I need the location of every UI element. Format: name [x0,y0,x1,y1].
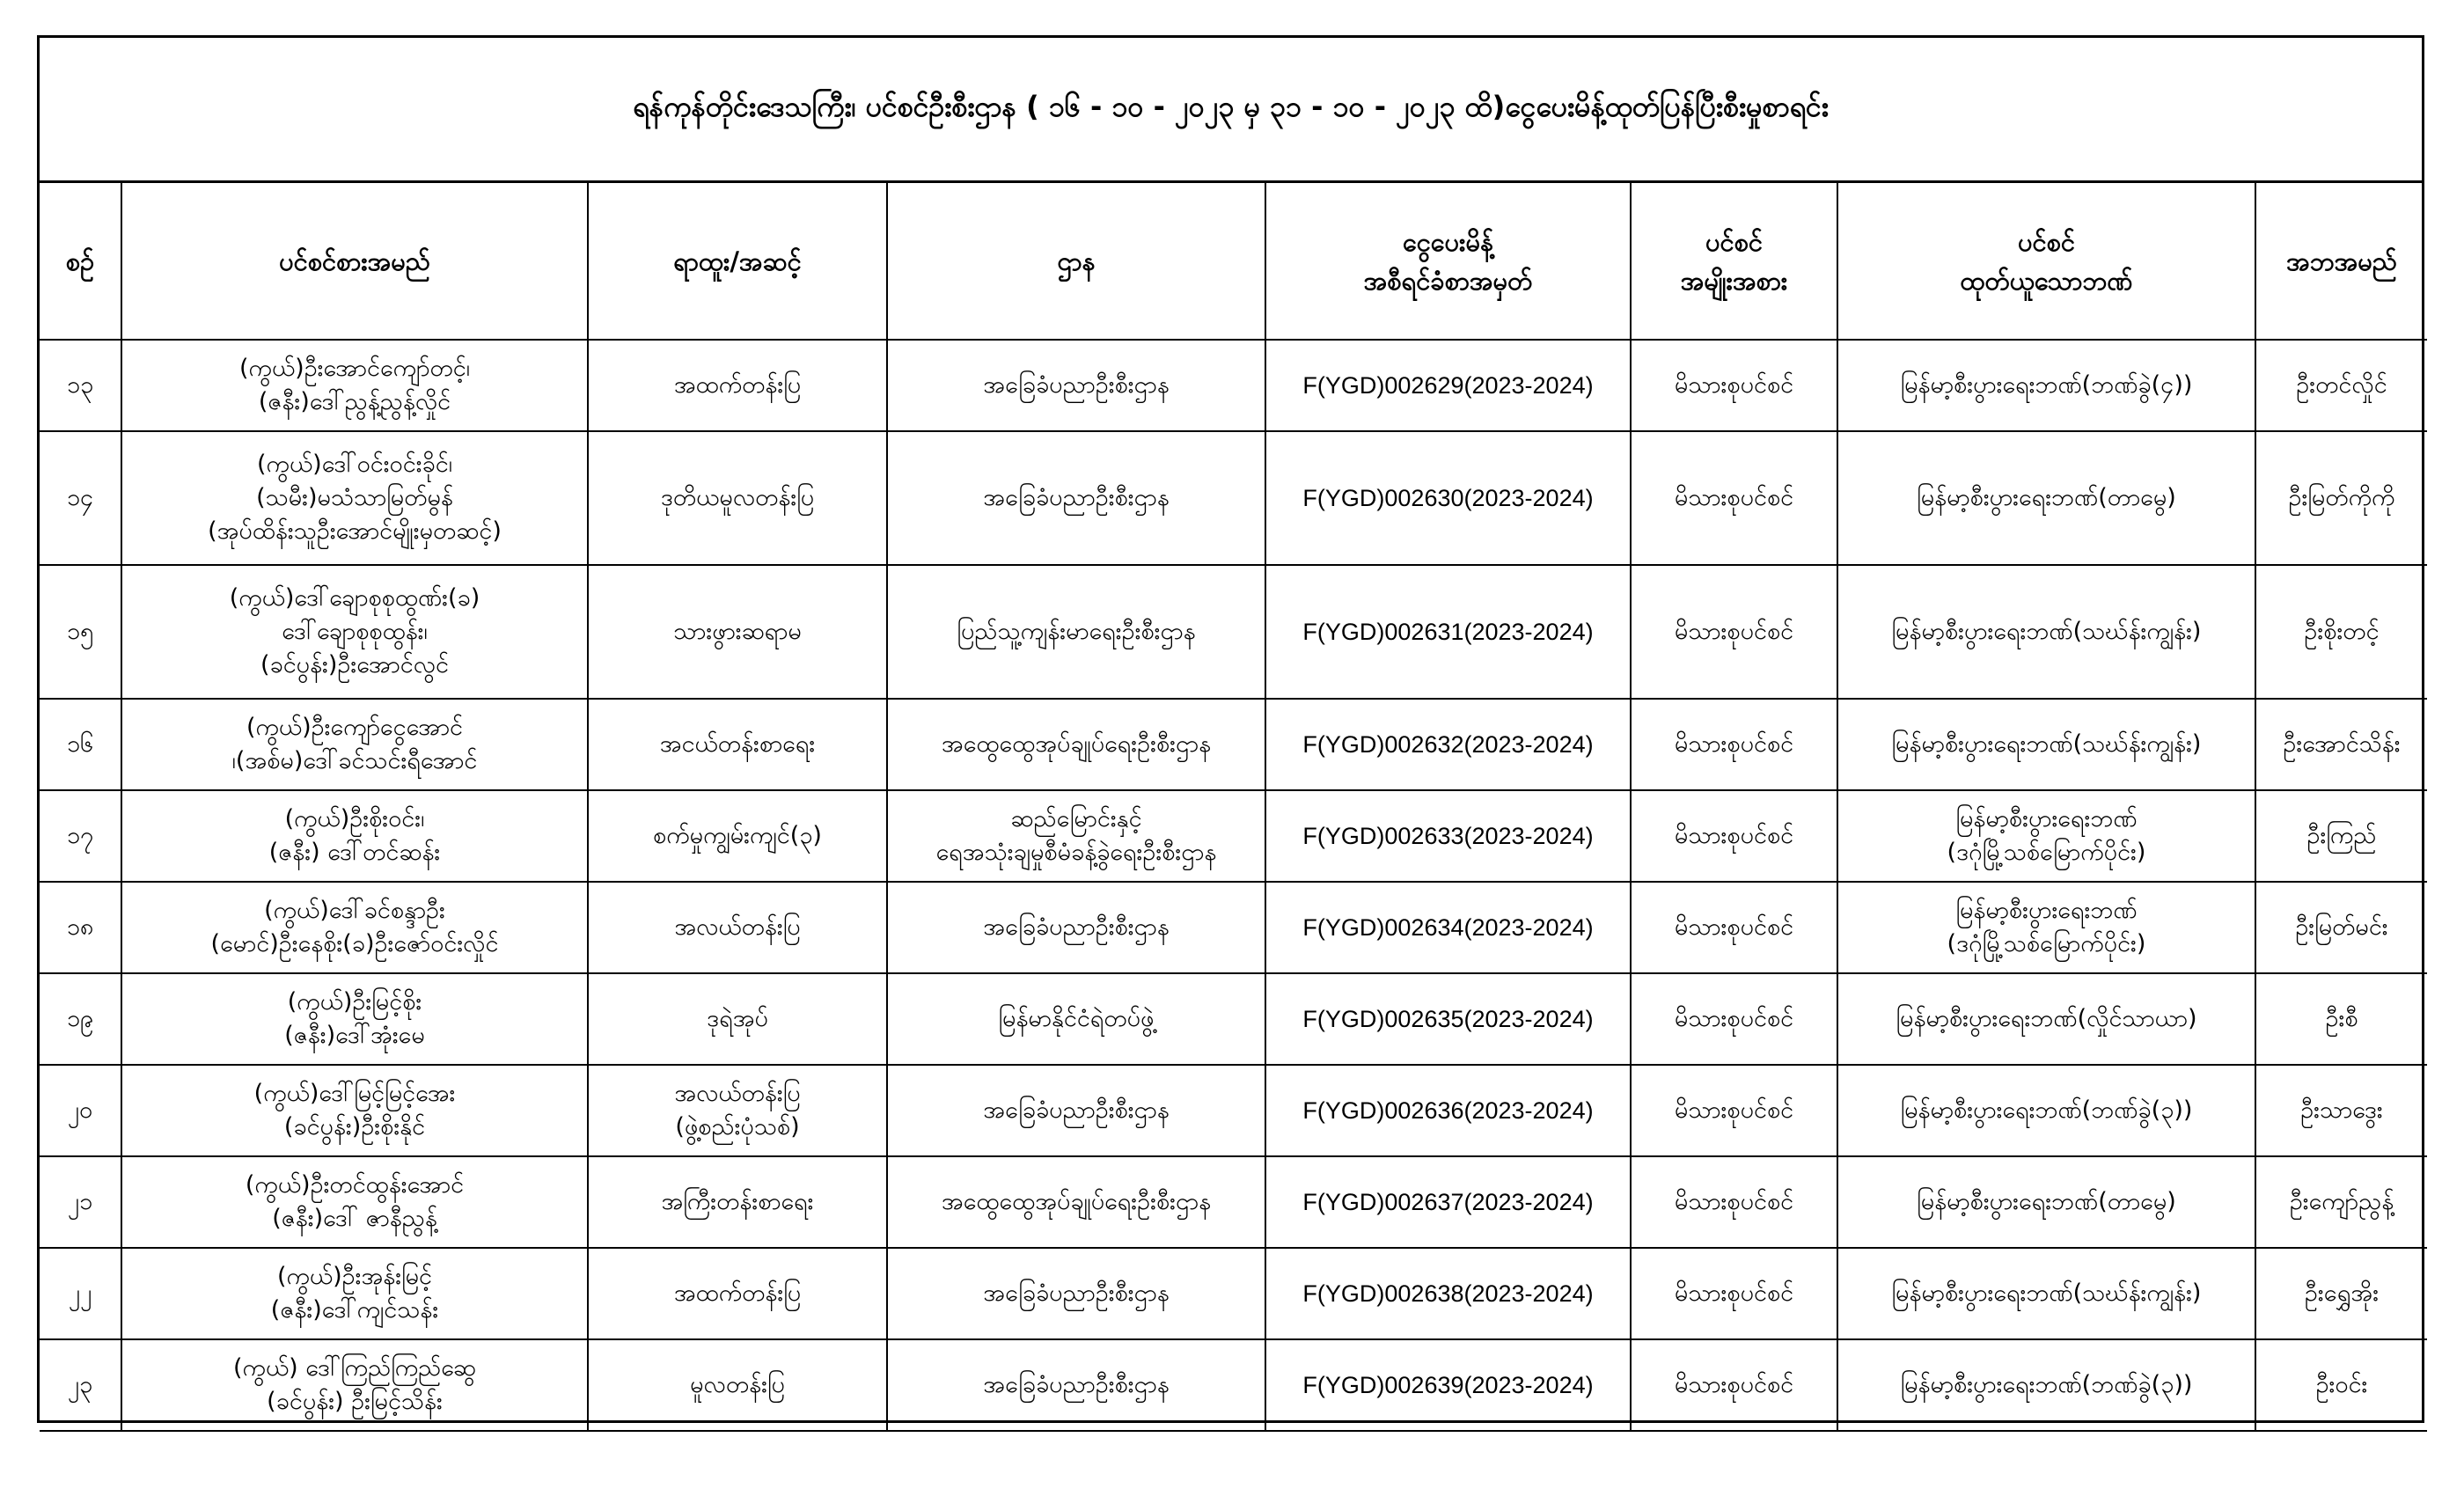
table-row [40,790,2427,882]
cell-line: အခြေခံပညာဦးစီးဌာန [983,1371,1170,1398]
cell-line: အလယ်တန်းပြ [674,913,801,941]
cell-line: အကြီးတန်းစာရေး [661,1188,814,1215]
cell-father: ဦးစိုးတင့် [2255,565,2427,699]
cell-father: ဦးဝင်း [2255,1339,2427,1431]
header-line: ထုတ်ယူသောဘဏ် [1960,265,2133,296]
cell-serial: ၁၈ [40,882,121,973]
header-department [887,183,1265,340]
cell-line: မြန်မာ့စီးပွားရေးဘဏ်(ဘဏ်ခွဲ(၃)) [1900,1096,2193,1124]
header-pension-type [1631,183,1837,340]
cell-line: ဒေါ်ချောစုစုထွန်း၊ [282,618,428,645]
cell-line: (အုပ်ထိန်းသူဦးအောင်မျိုးမှတဆင့်) [208,517,502,545]
cell-pension-type: မိသားစုပင်စင် [1631,565,1837,699]
cell-pensioner [121,431,588,565]
cell-pensioner [121,1339,588,1431]
cell-line: အခြေခံပညာဦးစီးဌာန [983,913,1170,941]
cell-pension-type: မိသားစုပင်စင် [1631,790,1837,882]
cell-line: (ကွယ်)ဦးစိုးဝင်း၊ [284,805,425,832]
cell-pensioner [121,1065,588,1156]
cell-line: (ကွယ်)ဦးကျော်ငွေအောင် [246,714,464,741]
header-line: ပင်စင် [1705,226,1764,257]
cell-pensioner [121,790,588,882]
cell-line: (ကွယ်)ဒေါ်ချောစုစုထွဏ်း(ခ) [229,584,480,612]
table-row [40,1156,2427,1248]
table-row [40,431,2427,565]
cell-line: မြန်မာ့စီးပွားရေးဘဏ်(သဃ်န်းကျွန်း) [1891,1280,2202,1307]
cell-order-no: F(YGD)002632(2023-2024) [1265,699,1631,790]
cell-father: ဦးအောင်သိန်း [2255,699,2427,790]
cell-line: (ကွယ်)ဒေါ်ခင်စန္ဒာဦး [264,897,445,924]
cell-line: အခြေခံပညာဦးစီးဌာန [983,1096,1170,1124]
cell-order-no: F(YGD)002634(2023-2024) [1265,882,1631,973]
cell-rank [588,882,887,973]
header-line: ရာထူး/အဆင့် [673,246,802,276]
cell-line: အခြေခံပညာဦးစီးဌာန [983,1280,1170,1307]
cell-bank [1837,882,2255,973]
pension-table [40,183,2427,1432]
cell-order-no: F(YGD)002629(2023-2024) [1265,340,1631,431]
cell-line: (ကွယ်)ဦးမြင့်စိုး [287,988,422,1016]
cell-bank [1837,1065,2255,1156]
cell-bank [1837,1339,2255,1431]
cell-line: အထွေထွေအုပ်ချုပ်ရေးဦးစီးဌာန [941,730,1212,758]
cell-department [887,1339,1265,1431]
cell-line: မြန်မာ့စီးပွားရေးဘဏ်(ဘဏ်ခွဲ(၃)) [1900,1371,2193,1398]
table-row [40,699,2427,790]
cell-bank [1837,699,2255,790]
cell-bank [1837,340,2255,431]
cell-line: (ကွယ်)ဒေါ်မြင့်မြင့်အေး [253,1080,456,1107]
cell-department [887,1156,1265,1248]
cell-line: (ဒဂုံမြို့သစ်မြောက်ပိုင်း) [1947,930,2146,957]
cell-department [887,565,1265,699]
cell-department [887,1065,1265,1156]
cell-rank [588,1156,887,1248]
cell-bank [1837,973,2255,1065]
cell-line: (မောင်)ဦးနေစိုး(ခ)ဦးဇော်ဝင်းလှိုင် [210,930,499,957]
table-row [40,565,2427,699]
cell-line: (ဇနီး)ဒေါ်ကျင်သန်း [270,1296,439,1324]
header-line: အမျိုးအစား [1680,265,1788,296]
cell-order-no: F(YGD)002630(2023-2024) [1265,431,1631,565]
cell-father: ဦးမြတ်ကိုကို [2255,431,2427,565]
cell-line: (ကွယ်)ဒေါ်ဝင်းဝင်းခိုင်၊ [257,451,452,478]
cell-pensioner [121,340,588,431]
cell-line: စက်မှုကျွမ်းကျင်(၃) [653,822,822,849]
cell-rank [588,1339,887,1431]
cell-bank [1837,431,2255,565]
cell-pension-type: မိသားစုပင်စင် [1631,882,1837,973]
cell-line: (ဇနီး) ဒေါ်တင်ဆန်း [268,839,441,866]
cell-serial: ၁၃ [40,340,121,431]
table-row [40,882,2427,973]
cell-line: မြန်မာ့စီးပွားရေးဘဏ်(ဘဏ်ခွဲ(၄)) [1900,371,2193,399]
cell-pensioner [121,1156,588,1248]
cell-line: သားဖွားဆရာမ [673,618,802,645]
header-line: အဘအမည် [2286,246,2397,276]
header-line: ဌာန [1057,246,1096,276]
cell-pension-type: မိသားစုပင်စင် [1631,340,1837,431]
cell-order-no: F(YGD)002637(2023-2024) [1265,1156,1631,1248]
table-row [40,1339,2427,1431]
cell-father: ဦးတင်လှိုင် [2255,340,2427,431]
cell-pensioner [121,882,588,973]
cell-department [887,431,1265,565]
cell-pension-type: မိသားစုပင်စင် [1631,1248,1837,1339]
cell-rank [588,1248,887,1339]
cell-line: မြန်မာ့စီးပွားရေးဘဏ် [1955,897,2138,924]
cell-rank [588,973,887,1065]
cell-line: (ဖွဲ့စည်းပုံသစ်) [675,1113,800,1140]
cell-serial: ၂၀ [40,1065,121,1156]
cell-rank [588,431,887,565]
cell-rank [588,790,887,882]
cell-line: အလယ်တန်းပြ [674,1080,801,1107]
header-rank [588,183,887,340]
pension-report-sheet [37,35,2424,1423]
cell-line: (သမီး)မသံသာမြတ်မွန် [256,484,453,511]
table-row [40,1065,2427,1156]
cell-department [887,699,1265,790]
cell-line: အငယ်တန်းစာရေး [659,730,816,758]
cell-line: ၊(အစ်မ)ဒေါ်ခင်သင်းရီအောင် [231,747,478,774]
header-line: အစီရင်ခံစာအမှတ် [1363,265,1533,296]
header-row [40,183,2427,340]
cell-line: အထက်တန်းပြ [673,371,802,399]
cell-serial: ၂၂ [40,1248,121,1339]
cell-pension-type: မိသားစုပင်စင် [1631,1156,1837,1248]
cell-pensioner [121,565,588,699]
cell-rank [588,565,887,699]
cell-serial: ၁၅ [40,565,121,699]
cell-serial: ၁၄ [40,431,121,565]
cell-line: (ဒဂုံမြို့သစ်မြောက်ပိုင်း) [1947,839,2146,866]
cell-order-no: F(YGD)002635(2023-2024) [1265,973,1631,1065]
cell-line: အထွေထွေအုပ်ချုပ်ရေးဦးစီးဌာန [941,1188,1212,1215]
cell-order-no: F(YGD)002636(2023-2024) [1265,1065,1631,1156]
cell-department [887,340,1265,431]
cell-pension-type: မိသားစုပင်စင် [1631,1065,1837,1156]
table-row [40,340,2427,431]
cell-line: မြန်မာ့စီးပွားရေးဘဏ် [1955,805,2138,832]
cell-serial: ၂၃ [40,1339,121,1431]
cell-department [887,973,1265,1065]
cell-line: (ဇနီး)ဒေါ် ဇာနီညွန့် [272,1205,437,1232]
cell-order-no: F(YGD)002639(2023-2024) [1265,1339,1631,1431]
cell-rank [588,340,887,431]
header-father [2255,183,2427,340]
header-bank [1837,183,2255,340]
cell-pension-type: မိသားစုပင်စင် [1631,973,1837,1065]
table-body [40,340,2427,1431]
cell-father: ဦးကျော်ညွန့် [2255,1156,2427,1248]
cell-pensioner [121,699,588,790]
cell-line: အခြေခံပညာဦးစီးဌာန [983,371,1170,399]
cell-bank [1837,1156,2255,1248]
cell-father: ဦးစီ [2255,973,2427,1065]
cell-pension-type: မိသားစုပင်စင် [1631,1339,1837,1431]
table-row [40,973,2427,1065]
cell-father: ဦးရွှေအိုး [2255,1248,2427,1339]
cell-line: (ကွယ်)ဦးတင်ထွန်းအောင် [245,1171,465,1199]
cell-pension-type: မိသားစုပင်စင် [1631,431,1837,565]
cell-line: (ခင်ပွန်း)ဦးအောင်လွင် [260,651,450,678]
cell-line: အထက်တန်းပြ [673,1280,802,1307]
cell-line: ဒုရဲအုပ် [707,1005,768,1032]
header-line: ပင်စင် [2017,226,2076,257]
header-line: ပင်စင်စားအမည် [279,246,430,276]
cell-line: မြန်မာနိုင်ငံရဲတပ်ဖွဲ့ [998,1005,1155,1032]
cell-line: (ဇနီး)ဒေါ်အုံးမေ [284,1022,425,1049]
cell-line: ဒုတိယမူလတန်းပြ [660,484,815,511]
cell-line: ဆည်မြောင်းနှင့် [1010,805,1142,832]
cell-line: (ကွယ်) ဒေါ်ကြည်ကြည်ဆွေ [233,1354,476,1382]
table-row [40,1248,2427,1339]
cell-bank [1837,790,2255,882]
cell-pension-type: မိသားစုပင်စင် [1631,699,1837,790]
cell-rank [588,1065,887,1156]
cell-line: မြန်မာ့စီးပွားရေးဘဏ်(သဃ်န်းကျွန်း) [1891,730,2202,758]
header-pensioner [121,183,588,340]
header-line: ငွေပေးမိန့် [1402,226,1494,257]
cell-order-no: F(YGD)002638(2023-2024) [1265,1248,1631,1339]
cell-serial: ၁၆ [40,699,121,790]
cell-line: ပြည်သူ့ကျန်းမာရေးဦးစီးဌာန [957,618,1196,645]
cell-line: မြန်မာ့စီးပွားရေးဘဏ်(သဃ်န်းကျွန်း) [1891,618,2202,645]
cell-line: (ကွယ်)ဦးအောင်ကျော်တင့်၊ [239,355,470,382]
cell-pensioner [121,973,588,1065]
cell-line: မြန်မာ့စီးပွားရေးဘဏ်(တာမွေ) [1917,1188,2176,1215]
header-order-no [1265,183,1631,340]
cell-father: ဦးကြည် [2255,790,2427,882]
cell-pensioner [121,1248,588,1339]
cell-line: (ကွယ်)ဦးအုန်းမြင့် [276,1263,433,1290]
header-serial [40,183,121,340]
header-line: စဉ် [65,246,95,276]
cell-order-no: F(YGD)002631(2023-2024) [1265,565,1631,699]
cell-rank [588,699,887,790]
cell-serial: ၁၇ [40,790,121,882]
cell-department [887,1248,1265,1339]
cell-line: (ဇနီး)ဒေါ်ညွန့်ညွန့်လှိုင် [258,388,451,415]
cell-department [887,790,1265,882]
cell-serial: ၂၁ [40,1156,121,1248]
cell-line: မြန်မာ့စီးပွားရေးဘဏ်(တာမွေ) [1917,484,2176,511]
cell-line: (ခင်ပွန်း) ဦးမြင့်သိန်း [267,1388,443,1415]
cell-order-no: F(YGD)002633(2023-2024) [1265,790,1631,882]
cell-father: ဦးမြတ်မင်း [2255,882,2427,973]
cell-father: ဦးသာဒွေး [2255,1065,2427,1156]
cell-line: (ခင်ပွန်း)ဦးစိုးနိုင် [283,1113,426,1140]
cell-bank [1837,565,2255,699]
cell-bank [1837,1248,2255,1339]
cell-serial: ၁၉ [40,973,121,1065]
cell-department [887,882,1265,973]
cell-line: မူလတန်းပြ [690,1371,785,1398]
report-title: ရန်ကုန်တိုင်းဒေသကြီး၊ ပင်စင်ဦးစီးဌာန ( ၁၆ - ၁၀ - ၂၀၂၃ မှ ၃၁ - ၁၀ - ၂၀၂၃ ထိ)ငွေပေးမိန့်ထုတ်ပြန်ပြီးစီးမှုစာရင်း [40,38,2422,183]
cell-line: မြန်မာ့စီးပွားရေးဘဏ်(လှိုင်သာယာ) [1896,1005,2197,1032]
cell-line: ရေအသုံးချမှုစီမံခန့်ခွဲရေးဦးစီးဌာန [935,839,1217,866]
cell-line: အခြေခံပညာဦးစီးဌာန [983,484,1170,511]
